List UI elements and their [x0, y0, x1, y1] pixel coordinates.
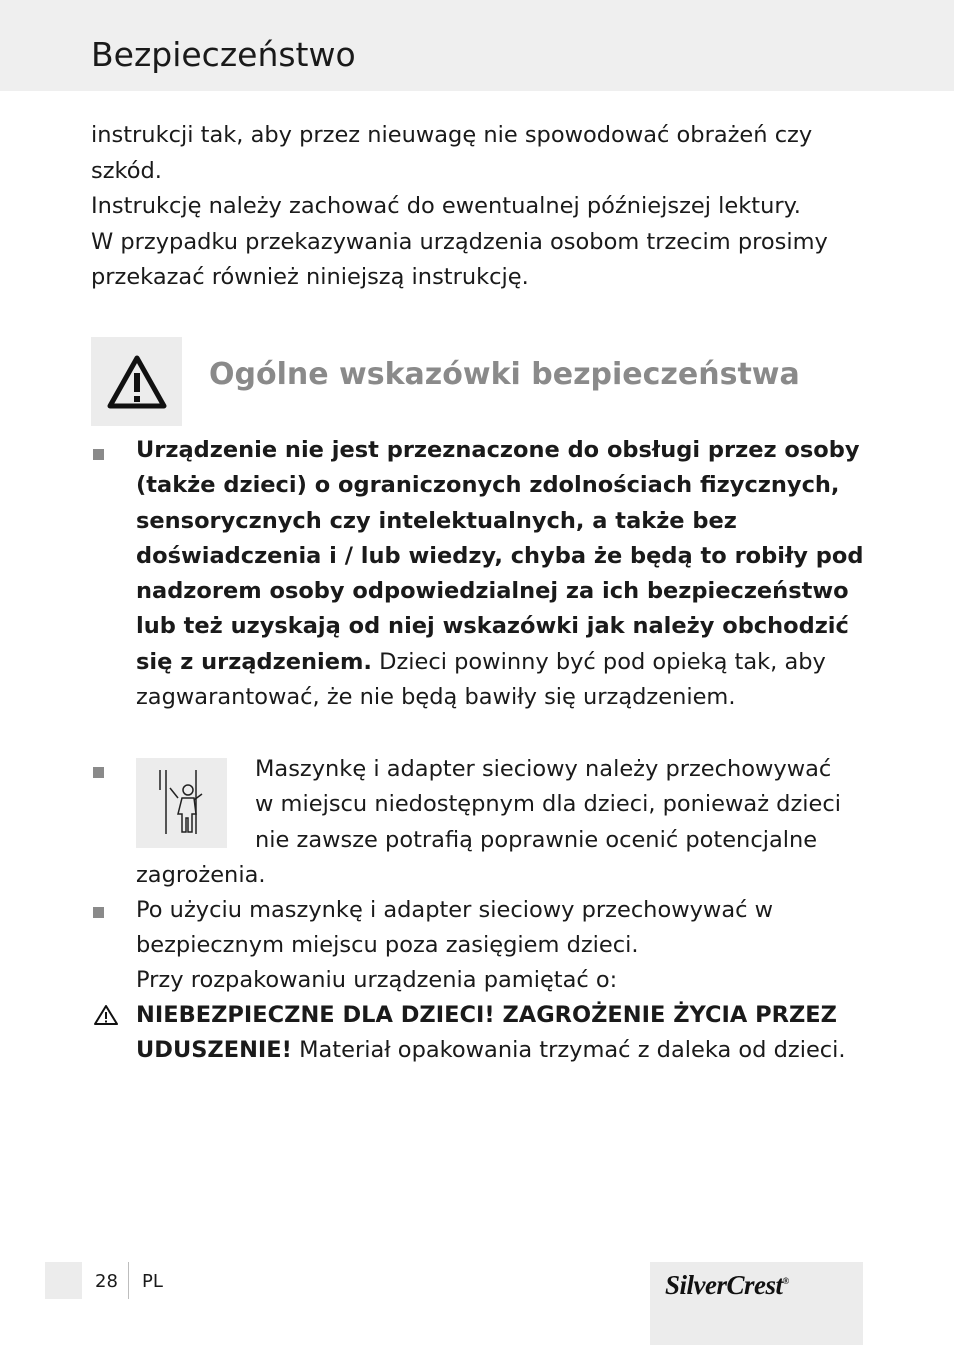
- warning-bold: NIEBEZPIECZNE DLA DZIECI! ZAGROŻENIE ŻYCIA PRZEZ UDUSZENIE!: [136, 1002, 837, 1064]
- item-2-line-2: w miejscu niedostępnym dla dzieci, ponieważ dzieci: [255, 791, 841, 818]
- warning-normal: Materiał opakowania trzymać z daleka od dzieci.: [291, 1037, 846, 1064]
- item-2-line-4: zagrożenia.: [136, 862, 266, 888]
- item-3-note: Przy rozpakowaniu urządzenia pamiętać o:: [136, 967, 618, 993]
- item-2-line-1: Maszynkę i adapter sieciowy należy przechowywać: [255, 756, 832, 782]
- section-heading: Ogólne wskazówki bezpieczeństwa: [209, 357, 800, 392]
- bullet-icon: [93, 767, 104, 778]
- footer-marker: [45, 1262, 82, 1299]
- page-title: Bezpieczeństwo: [91, 35, 356, 74]
- brand-logo: [665, 1270, 789, 1301]
- section-warning-box: [91, 337, 182, 426]
- item-1-bold: Urządzenie nie jest przeznaczone do obsługi przez osoby (także dzieci) o ograniczonych zdolnościach fizycznych, sensorycznych czy intelektualnych, a także bez doświadczenia i / lub wiedzy, chyba że będą to robiły pod nadzorem osoby odpowiedzialnej za ich bezpieczeństwo lub też uzyskają od niej wskazówki jak należy obchodzić się z urządzeniem.: [136, 437, 864, 675]
- item-1-normal: Dzieci powinny być pod opieką tak, aby zagwarantować, że nie będą bawiły się urządzeniem.: [136, 648, 826, 711]
- intro-text: [91, 118, 871, 296]
- page-language: PL: [142, 1271, 163, 1292]
- intro-paragraph-2: Instrukcję należy zachować do ewentualnej późniejszej lektury.: [91, 193, 801, 219]
- bullet-icon: [93, 449, 104, 460]
- warning-text: [136, 998, 871, 1069]
- child-safety-box: [136, 758, 227, 848]
- intro-paragraph-3: W przypadku przekazywania urządzenia osobom trzecim prosimy przekazać również niniejszą instrukcję.: [91, 228, 828, 290]
- warning-triangle-icon: [107, 355, 167, 409]
- item-2-line-3: nie zawsze potrafią poprawnie ocenić potencjalne: [255, 826, 818, 853]
- item-2-text: [255, 752, 875, 858]
- registered-mark: ®: [782, 1276, 789, 1286]
- intro-paragraph-1: instrukcji tak, aby przez nieuwagę nie spowodować obrażeń czy szkód.: [91, 122, 813, 184]
- footer-divider: [128, 1262, 129, 1299]
- bullet-icon: [93, 907, 104, 918]
- warning-triangle-icon: [93, 1004, 119, 1026]
- page-number: 28: [95, 1271, 118, 1292]
- brand-name: SilverCrest: [665, 1270, 783, 1300]
- child-safety-icon: [156, 768, 208, 838]
- item-3-text: Po użyciu maszynkę i adapter sieciowy przechowywać w bezpiecznym miejscu poza zasięgiem dzieci.: [136, 897, 774, 959]
- item-1-text: [136, 433, 876, 715]
